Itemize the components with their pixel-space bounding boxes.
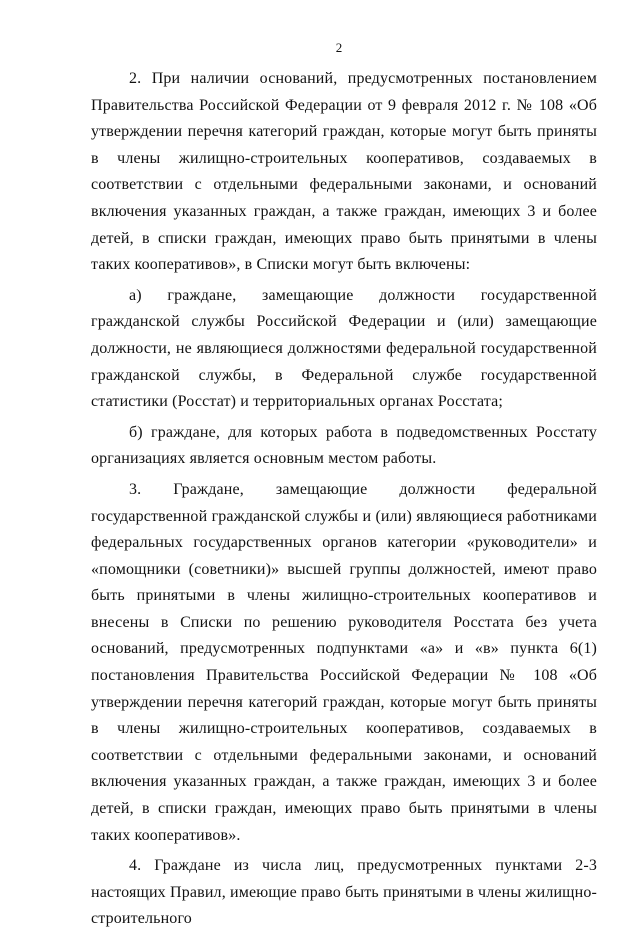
paragraph-2: 2. При наличии оснований, предусмотренных постановлением Правительства Российской Федерации от 9 февраля 2012 г. № 108 «Об утверждении перечня категорий граждан, которые могут быть приняты в члены жилищно-строительных кооперативов, создаваемых в соответствии с отдельными федеральными законами, и оснований включения указанных граждан, а также граждан, имеющих 3 и более детей, в списки граждан, имеющих право быть принятыми в члены таких кооперативов», в Списки могут быть включены:: [91, 70, 597, 274]
paragraph-2b: б) граждане, для которых работа в подведомственных Росстату организациях является основным местом работы.: [91, 423, 597, 468]
paragraph-2a: а) граждане, замещающие должности государственной гражданской службы Российской Федерации и (или) замещающие должности, не являющиеся должностями федеральной государственной гражданской службы, в Федеральной службе государственной статистики (Росстат) и территориальных органах Росстата;: [91, 286, 597, 411]
document-body: [91, 66, 597, 937]
page-number: 2: [335, 40, 343, 55]
paragraph-3: 3. Граждане, замещающие должности федеральной государственной гражданской службы и (или) являющиеся работниками федеральных государственных органов категории «руководители» и «помощники (советники)» высшей группы должностей, имеют право быть принятыми в члены жилищно-строительных кооперативов и внесены в Списки по решению руководителя Росстата без учета оснований, предусмотренных подпунктами «а» и «в» пункта 6(1) постановления Правительства Российской Федерации № 108 «Об утверждении перечня категорий граждан, которые могут быть приняты в члены жилищно-строительных кооперативов, создаваемых в соответствии с отдельными федеральными законами, и оснований включения указанных граждан, а также граждан, имеющих 3 и более детей, в списки граждан, имеющих право быть принятыми в члены таких кооперативов».: [91, 480, 597, 844]
paragraph-4: 4. Граждане из числа лиц, предусмотренных пунктами 2-3 настоящих Правил, имеющие право быть принятыми в члены жилищно-строительного: [91, 857, 597, 928]
